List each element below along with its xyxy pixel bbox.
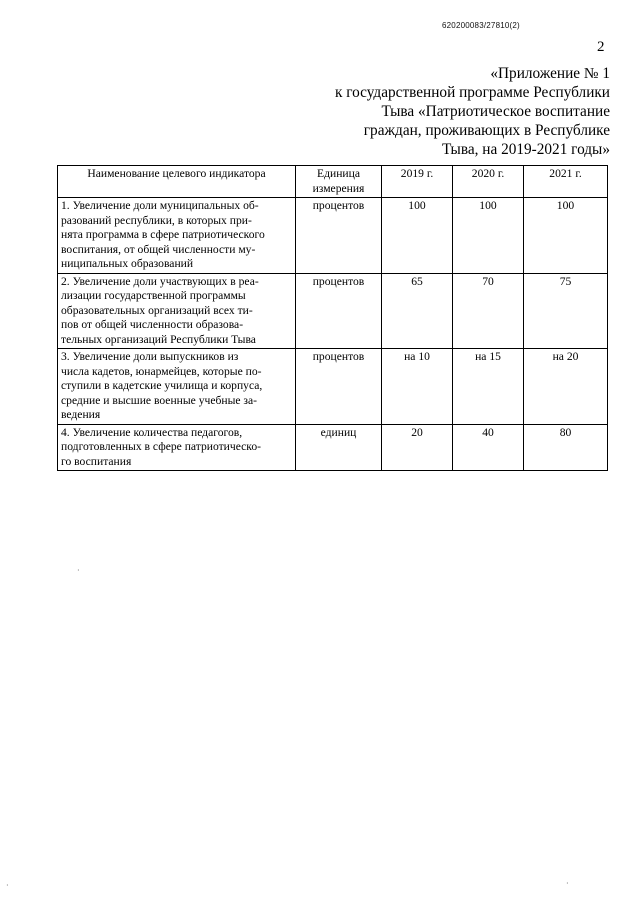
unit-header-line: измерения [312, 181, 365, 195]
indicator-name-line: 3. Увеличение доли выпускников из [61, 350, 239, 363]
table-row [58, 424, 608, 471]
value-2019: 65 [382, 273, 453, 349]
indicator-unit: единиц [296, 424, 382, 471]
column-header-2020: 2020 г. [453, 166, 524, 198]
value-2021: 100 [524, 198, 608, 274]
column-header-2021: 2021 г. [524, 166, 608, 198]
header-line: «Приложение № 1 [490, 65, 610, 82]
table-row [58, 198, 608, 274]
page-number: 2 [597, 39, 605, 55]
indicator-name-line: тельных организаций Республики Тыва [61, 332, 256, 346]
value-2019: на 10 [382, 349, 453, 425]
indicator-name-line: подготовленных в сфере патриотическо- [61, 440, 261, 453]
table-header-row [58, 166, 608, 198]
value-2019: 20 [382, 424, 453, 471]
table-row [58, 273, 608, 349]
value-2021: на 20 [524, 349, 608, 425]
indicator-name [58, 273, 296, 349]
indicator-name-line: средние и высшие военные учебные за- [61, 393, 257, 407]
indicator-name [58, 424, 296, 471]
indicator-name-line: 2. Увеличение доли участвующих в реа- [61, 274, 259, 288]
unit-header-line: Единица [317, 167, 360, 180]
indicator-name-line: ступили в кадетские училища и корпуса, [61, 379, 263, 392]
indicator-name-line: разований республики, в которых при- [61, 213, 252, 227]
indicator-name-line: 4. Увеличение количества педагогов, [61, 425, 243, 439]
value-2021: 75 [524, 273, 608, 349]
scan-speck: · [77, 566, 80, 575]
table-row [58, 349, 608, 425]
scan-speck: · [566, 879, 569, 888]
indicator-name-line: пов от общей численности образова- [61, 318, 244, 331]
scan-speck: · [6, 881, 9, 890]
indicator-name-line: нята программа в сфере патриотического [61, 228, 265, 241]
header-line: Тыва «Патриотическое воспитание [381, 103, 610, 120]
header-line: граждан, проживающих в Республике [363, 122, 610, 139]
indicator-unit: процентов [296, 349, 382, 425]
value-2020: 70 [453, 273, 524, 349]
indicator-name-line: лизации государственной программы [61, 289, 246, 302]
indicators-table [57, 165, 608, 471]
indicator-unit: процентов [296, 198, 382, 274]
column-header-unit [296, 166, 382, 198]
indicator-name [58, 349, 296, 425]
indicator-unit: процентов [296, 273, 382, 349]
header-line: к государственной программе Республики [334, 84, 610, 101]
column-header-2019: 2019 г. [382, 166, 453, 198]
indicator-name-line: ведения [61, 408, 101, 421]
appendix-header [290, 64, 610, 159]
indicator-name [58, 198, 296, 274]
value-2020: на 15 [453, 349, 524, 425]
indicator-name-line: образовательных организаций всех ти- [61, 303, 253, 317]
value-2019: 100 [382, 198, 453, 274]
value-2020: 40 [453, 424, 524, 471]
indicator-name-line: воспитания, от общей численности му- [61, 242, 256, 256]
column-header-name: Наименование целевого индикатора [58, 166, 296, 198]
indicator-name-line: 1. Увеличение доли муниципальных об- [61, 199, 259, 212]
indicator-name-line: го воспитания [61, 454, 132, 468]
indicator-name-line: числа кадетов, юнармейцев, которые по- [61, 364, 262, 378]
value-2020: 100 [453, 198, 524, 274]
indicator-name-line: ниципальных образований [61, 257, 194, 270]
header-line: Тыва, на 2019-2021 годы» [441, 141, 610, 158]
value-2021: 80 [524, 424, 608, 471]
document-id: 620200083/27810(2) [442, 21, 520, 30]
